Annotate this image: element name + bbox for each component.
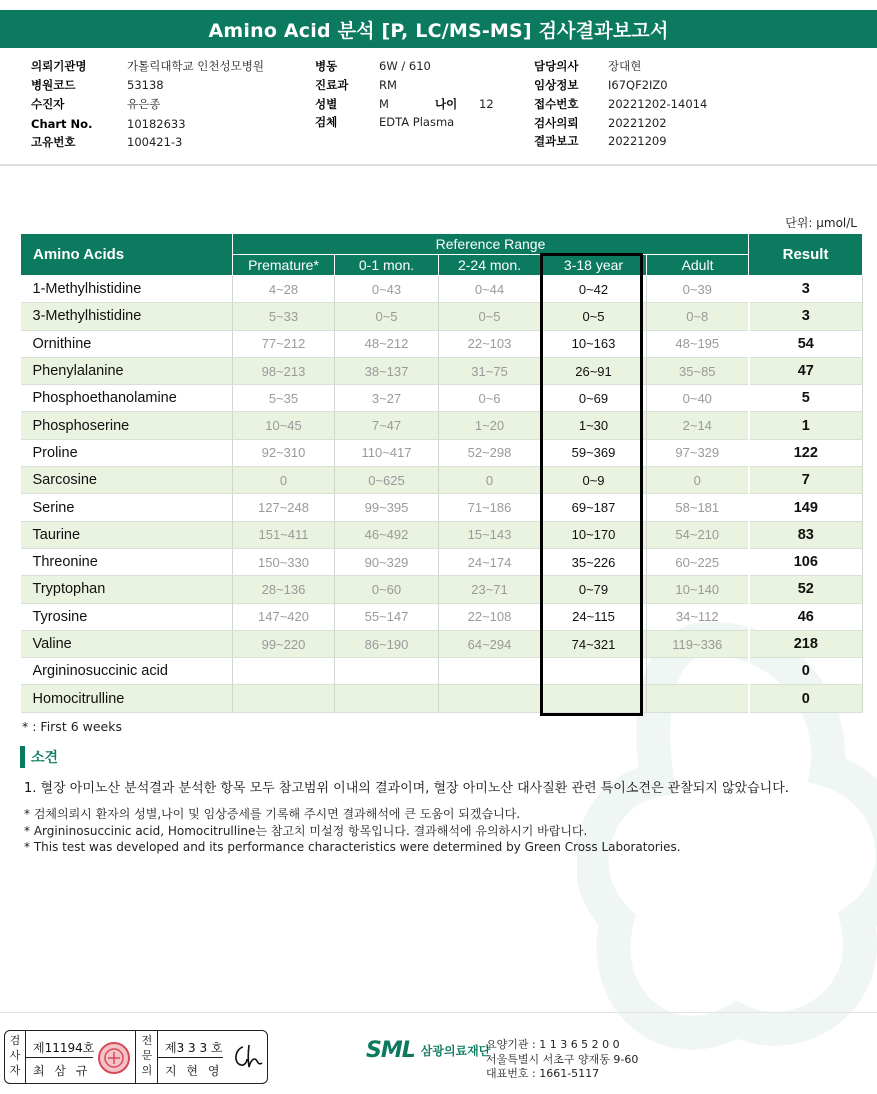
reference-range-cell: 10~163 [541, 330, 647, 357]
amino-acid-name: Phosphoserine [21, 412, 233, 439]
info-label: 결과보고 [534, 133, 579, 148]
table-row [21, 576, 863, 603]
reference-range-cell: 119~336 [647, 630, 749, 657]
sig-name-1: 최 삼 규 [33, 1064, 91, 1078]
info-value: 10182633 [127, 116, 186, 131]
reference-range-cell: 15~143 [439, 521, 541, 548]
reference-range-cell: 0~8 [647, 303, 749, 330]
footnote: * : First 6 weeks [22, 719, 122, 734]
reference-range-cell: 99~395 [335, 494, 439, 521]
reference-range-cell: 35~85 [647, 357, 749, 384]
result-cell: 3 [749, 276, 863, 303]
result-cell: 149 [749, 494, 863, 521]
info-label: 접수번호 [534, 96, 579, 111]
reference-range-cell: 97~329 [647, 439, 749, 466]
header-reference-range: Reference Range [233, 234, 749, 255]
info-label: 수진자 [31, 96, 65, 111]
reference-range-cell: 0 [647, 467, 749, 494]
info-value: 12 [479, 96, 494, 111]
result-cell: 3 [749, 303, 863, 330]
amino-acid-name: Phosphoethanolamine [21, 385, 233, 412]
table-row [21, 303, 863, 330]
reference-range-cell [541, 658, 647, 685]
note-line: * Argininosuccinic acid, Homocitrulline는 참고치 미설정 항목입니다. 결과해석에 유의하시기 바랍니다. [24, 823, 588, 838]
amino-acid-name: 3-Methylhistidine [21, 303, 233, 330]
info-value: M [379, 96, 389, 111]
info-label: 담당의사 [534, 58, 579, 73]
reference-range-cell: 59~369 [541, 439, 647, 466]
reference-range-cell: 150~330 [233, 548, 335, 575]
info-value: 20221202-14014 [608, 96, 708, 111]
amino-acid-name: Sarcosine [21, 467, 233, 494]
reference-range-cell: 23~71 [439, 576, 541, 603]
sig-label-1: 검사자 [9, 1034, 21, 1077]
header-amino-acids: Amino Acids [21, 234, 233, 276]
reference-range-cell [439, 658, 541, 685]
sig-name-2: 지 현 영 [165, 1064, 223, 1078]
table-row [21, 658, 863, 685]
table-row [21, 630, 863, 657]
opinion-title: 소견 [31, 750, 59, 766]
reference-range-cell: 26~91 [541, 357, 647, 384]
info-label: 검체 [315, 114, 338, 129]
reference-range-cell: 71~186 [439, 494, 541, 521]
reference-range-cell: 24~115 [541, 603, 647, 630]
company-logo [366, 1038, 490, 1063]
header-ref-column: 2-24 mon. [439, 255, 541, 276]
reference-range-cell: 110~417 [335, 439, 439, 466]
results-table [20, 233, 863, 713]
reference-range-cell: 58~181 [647, 494, 749, 521]
reference-range-cell: 22~103 [439, 330, 541, 357]
reference-range-cell: 0~40 [647, 385, 749, 412]
header-result: Result [749, 234, 863, 276]
signature-box [4, 1030, 268, 1084]
result-cell: 46 [749, 603, 863, 630]
sig-label-2: 전문의 [141, 1034, 153, 1077]
info-value: 53138 [127, 77, 164, 92]
reference-range-cell: 38~137 [335, 357, 439, 384]
reference-range-cell: 52~298 [439, 439, 541, 466]
result-cell: 5 [749, 385, 863, 412]
sig-reg-1: 제11194호 [33, 1041, 95, 1055]
reference-range-cell: 3~27 [335, 385, 439, 412]
reference-range-cell: 90~329 [335, 548, 439, 575]
info-value: 20221202 [608, 115, 667, 130]
reference-range-cell: 2~14 [647, 412, 749, 439]
info-label: 진료과 [315, 77, 349, 92]
amino-acid-name: 1-Methylhistidine [21, 276, 233, 303]
reference-range-cell: 0~625 [335, 467, 439, 494]
reference-range-cell: 98~213 [233, 357, 335, 384]
info-value: EDTA Plasma [379, 114, 455, 129]
info-label: 나이 [435, 96, 458, 111]
reference-range-cell: 0~39 [647, 276, 749, 303]
reference-range-cell: 0~79 [541, 576, 647, 603]
info-value: 100421-3 [127, 134, 183, 149]
reference-range-cell: 5~33 [233, 303, 335, 330]
reference-range-cell: 34~112 [647, 603, 749, 630]
opinion-text: 1. 혈장 아미노산 분석결과 분석한 항목 모두 참고범위 이내의 결과이며, 혈장 아미노산 대사질환 관련 특이소견은 관찰되지 않았습니다. [24, 781, 789, 796]
reference-range-cell: 1~30 [541, 412, 647, 439]
reference-range-cell: 0~60 [335, 576, 439, 603]
reference-range-cell [541, 685, 647, 712]
amino-acid-name: Tyrosine [21, 603, 233, 630]
reference-range-cell [233, 685, 335, 712]
reference-range-cell: 127~248 [233, 494, 335, 521]
info-value: 장대현 [608, 58, 642, 73]
report-title: Amino Acid 분석 [P, LC/MS-MS] 검사결과보고서 [0, 10, 877, 48]
reference-range-cell [647, 658, 749, 685]
result-cell: 52 [749, 576, 863, 603]
table-row [21, 439, 863, 466]
reference-range-cell: 0~69 [541, 385, 647, 412]
section-marker [20, 746, 25, 768]
reference-range-cell: 7~47 [335, 412, 439, 439]
amino-acid-name: Phenylalanine [21, 357, 233, 384]
reference-range-cell: 0~43 [335, 276, 439, 303]
result-cell: 0 [749, 658, 863, 685]
table-row [21, 412, 863, 439]
footer-divider [0, 1012, 877, 1013]
signature-icon [229, 1041, 265, 1073]
reference-range-cell: 1~20 [439, 412, 541, 439]
result-cell: 218 [749, 630, 863, 657]
table-row [21, 467, 863, 494]
reference-range-cell: 46~492 [335, 521, 439, 548]
reference-range-cell: 22~108 [439, 603, 541, 630]
reference-range-cell: 0~5 [335, 303, 439, 330]
reference-range-cell: 92~310 [233, 439, 335, 466]
result-cell: 54 [749, 330, 863, 357]
reference-range-cell: 0 [233, 467, 335, 494]
reference-range-cell: 0~6 [439, 385, 541, 412]
result-cell: 7 [749, 467, 863, 494]
table-row [21, 276, 863, 303]
info-value: RM [379, 77, 397, 92]
org-line: 요양기관 : 1 1 3 6 5 2 0 0 [486, 1038, 620, 1051]
header-ref-column: 3-18 year [541, 255, 647, 276]
reference-range-cell: 60~225 [647, 548, 749, 575]
info-label: Chart No. [31, 116, 93, 131]
amino-acid-name: Ornithine [21, 330, 233, 357]
reference-range-cell: 48~212 [335, 330, 439, 357]
info-label: 임상정보 [534, 77, 579, 92]
info-value: 가톨릭대학교 인천성모병원 [127, 58, 264, 73]
result-cell: 0 [749, 685, 863, 712]
reference-range-cell: 35~226 [541, 548, 647, 575]
reference-range-cell: 0~5 [439, 303, 541, 330]
info-label: 병원코드 [31, 77, 76, 92]
reference-range-cell: 74~321 [541, 630, 647, 657]
reference-range-cell: 0~9 [541, 467, 647, 494]
amino-acid-name: Valine [21, 630, 233, 657]
table-row [21, 357, 863, 384]
result-cell: 47 [749, 357, 863, 384]
reference-range-cell: 99~220 [233, 630, 335, 657]
reference-range-cell: 10~170 [541, 521, 647, 548]
info-label: 검사의뢰 [534, 115, 579, 130]
table-row [21, 603, 863, 630]
amino-acid-name: Threonine [21, 548, 233, 575]
reference-range-cell: 24~174 [439, 548, 541, 575]
reference-range-cell [439, 685, 541, 712]
reference-range-cell: 0 [439, 467, 541, 494]
amino-acid-name: Taurine [21, 521, 233, 548]
note-line: * This test was developed and its performance characteristics were determined by Green Cross Laboratories. [24, 840, 681, 854]
logo-name: 삼광의료재단 [420, 1044, 491, 1058]
reference-range-cell: 10~140 [647, 576, 749, 603]
reference-range-cell: 5~35 [233, 385, 335, 412]
notes [24, 806, 681, 856]
amino-acid-name: Tryptophan [21, 576, 233, 603]
patient-info [0, 56, 877, 156]
info-label: 성별 [315, 96, 338, 111]
reference-range-cell: 48~195 [647, 330, 749, 357]
table-row [21, 521, 863, 548]
info-label: 의뢰기관명 [31, 58, 87, 73]
table-row [21, 548, 863, 575]
reference-range-cell: 54~210 [647, 521, 749, 548]
divider [0, 164, 877, 166]
header-ref-column: Premature* [233, 255, 335, 276]
result-cell: 83 [749, 521, 863, 548]
table-row [21, 685, 863, 712]
table-row [21, 330, 863, 357]
table-row [21, 494, 863, 521]
reference-range-cell: 77~212 [233, 330, 335, 357]
org-line: 서울특별시 서초구 양재동 9-60 [486, 1052, 639, 1066]
logo-mark: SML [366, 1038, 415, 1063]
reference-range-cell: 86~190 [335, 630, 439, 657]
reference-range-cell: 64~294 [439, 630, 541, 657]
reference-range-cell: 28~136 [233, 576, 335, 603]
reference-range-cell: 147~420 [233, 603, 335, 630]
result-cell: 1 [749, 412, 863, 439]
reference-range-cell: 0~5 [541, 303, 647, 330]
org-line: 대표번호 : 1661-5117 [486, 1067, 600, 1080]
info-value: 20221209 [608, 133, 667, 148]
reference-range-cell: 31~75 [439, 357, 541, 384]
info-value: 유은종 [127, 96, 161, 111]
sig-reg-2: 제3 3 3 호 [165, 1041, 223, 1055]
info-value: 6W / 610 [379, 58, 431, 73]
info-label: 고유번호 [31, 134, 76, 149]
reference-range-cell [335, 658, 439, 685]
organization-info [486, 1038, 638, 1082]
seal-stamp-icon [97, 1041, 131, 1075]
amino-acid-name: Proline [21, 439, 233, 466]
reference-range-cell: 4~28 [233, 276, 335, 303]
amino-acid-name: Argininosuccinic acid [21, 658, 233, 685]
note-line: * 검체의뢰시 환자의 성별,나이 및 임상증세를 기록해 주시면 결과해석에 큰 도움이 되겠습니다. [24, 807, 521, 821]
info-value: I67QF2IZ0 [608, 77, 668, 92]
table-row [21, 385, 863, 412]
amino-acid-name: Serine [21, 494, 233, 521]
header-ref-column: Adult [647, 255, 749, 276]
unit-label: 단위: μmol/L [785, 216, 857, 230]
reference-range-cell: 0~44 [439, 276, 541, 303]
result-cell: 106 [749, 548, 863, 575]
opinion-section-header [20, 747, 58, 767]
reference-range-cell: 55~147 [335, 603, 439, 630]
reference-range-cell [647, 685, 749, 712]
reference-range-cell [233, 658, 335, 685]
reference-range-cell: 151~411 [233, 521, 335, 548]
reference-range-cell: 0~42 [541, 276, 647, 303]
reference-range-cell: 10~45 [233, 412, 335, 439]
result-cell: 122 [749, 439, 863, 466]
info-label: 병동 [315, 58, 338, 73]
header-ref-column: 0-1 mon. [335, 255, 439, 276]
amino-acid-name: Homocitrulline [21, 685, 233, 712]
reference-range-cell: 69~187 [541, 494, 647, 521]
reference-range-cell [335, 685, 439, 712]
